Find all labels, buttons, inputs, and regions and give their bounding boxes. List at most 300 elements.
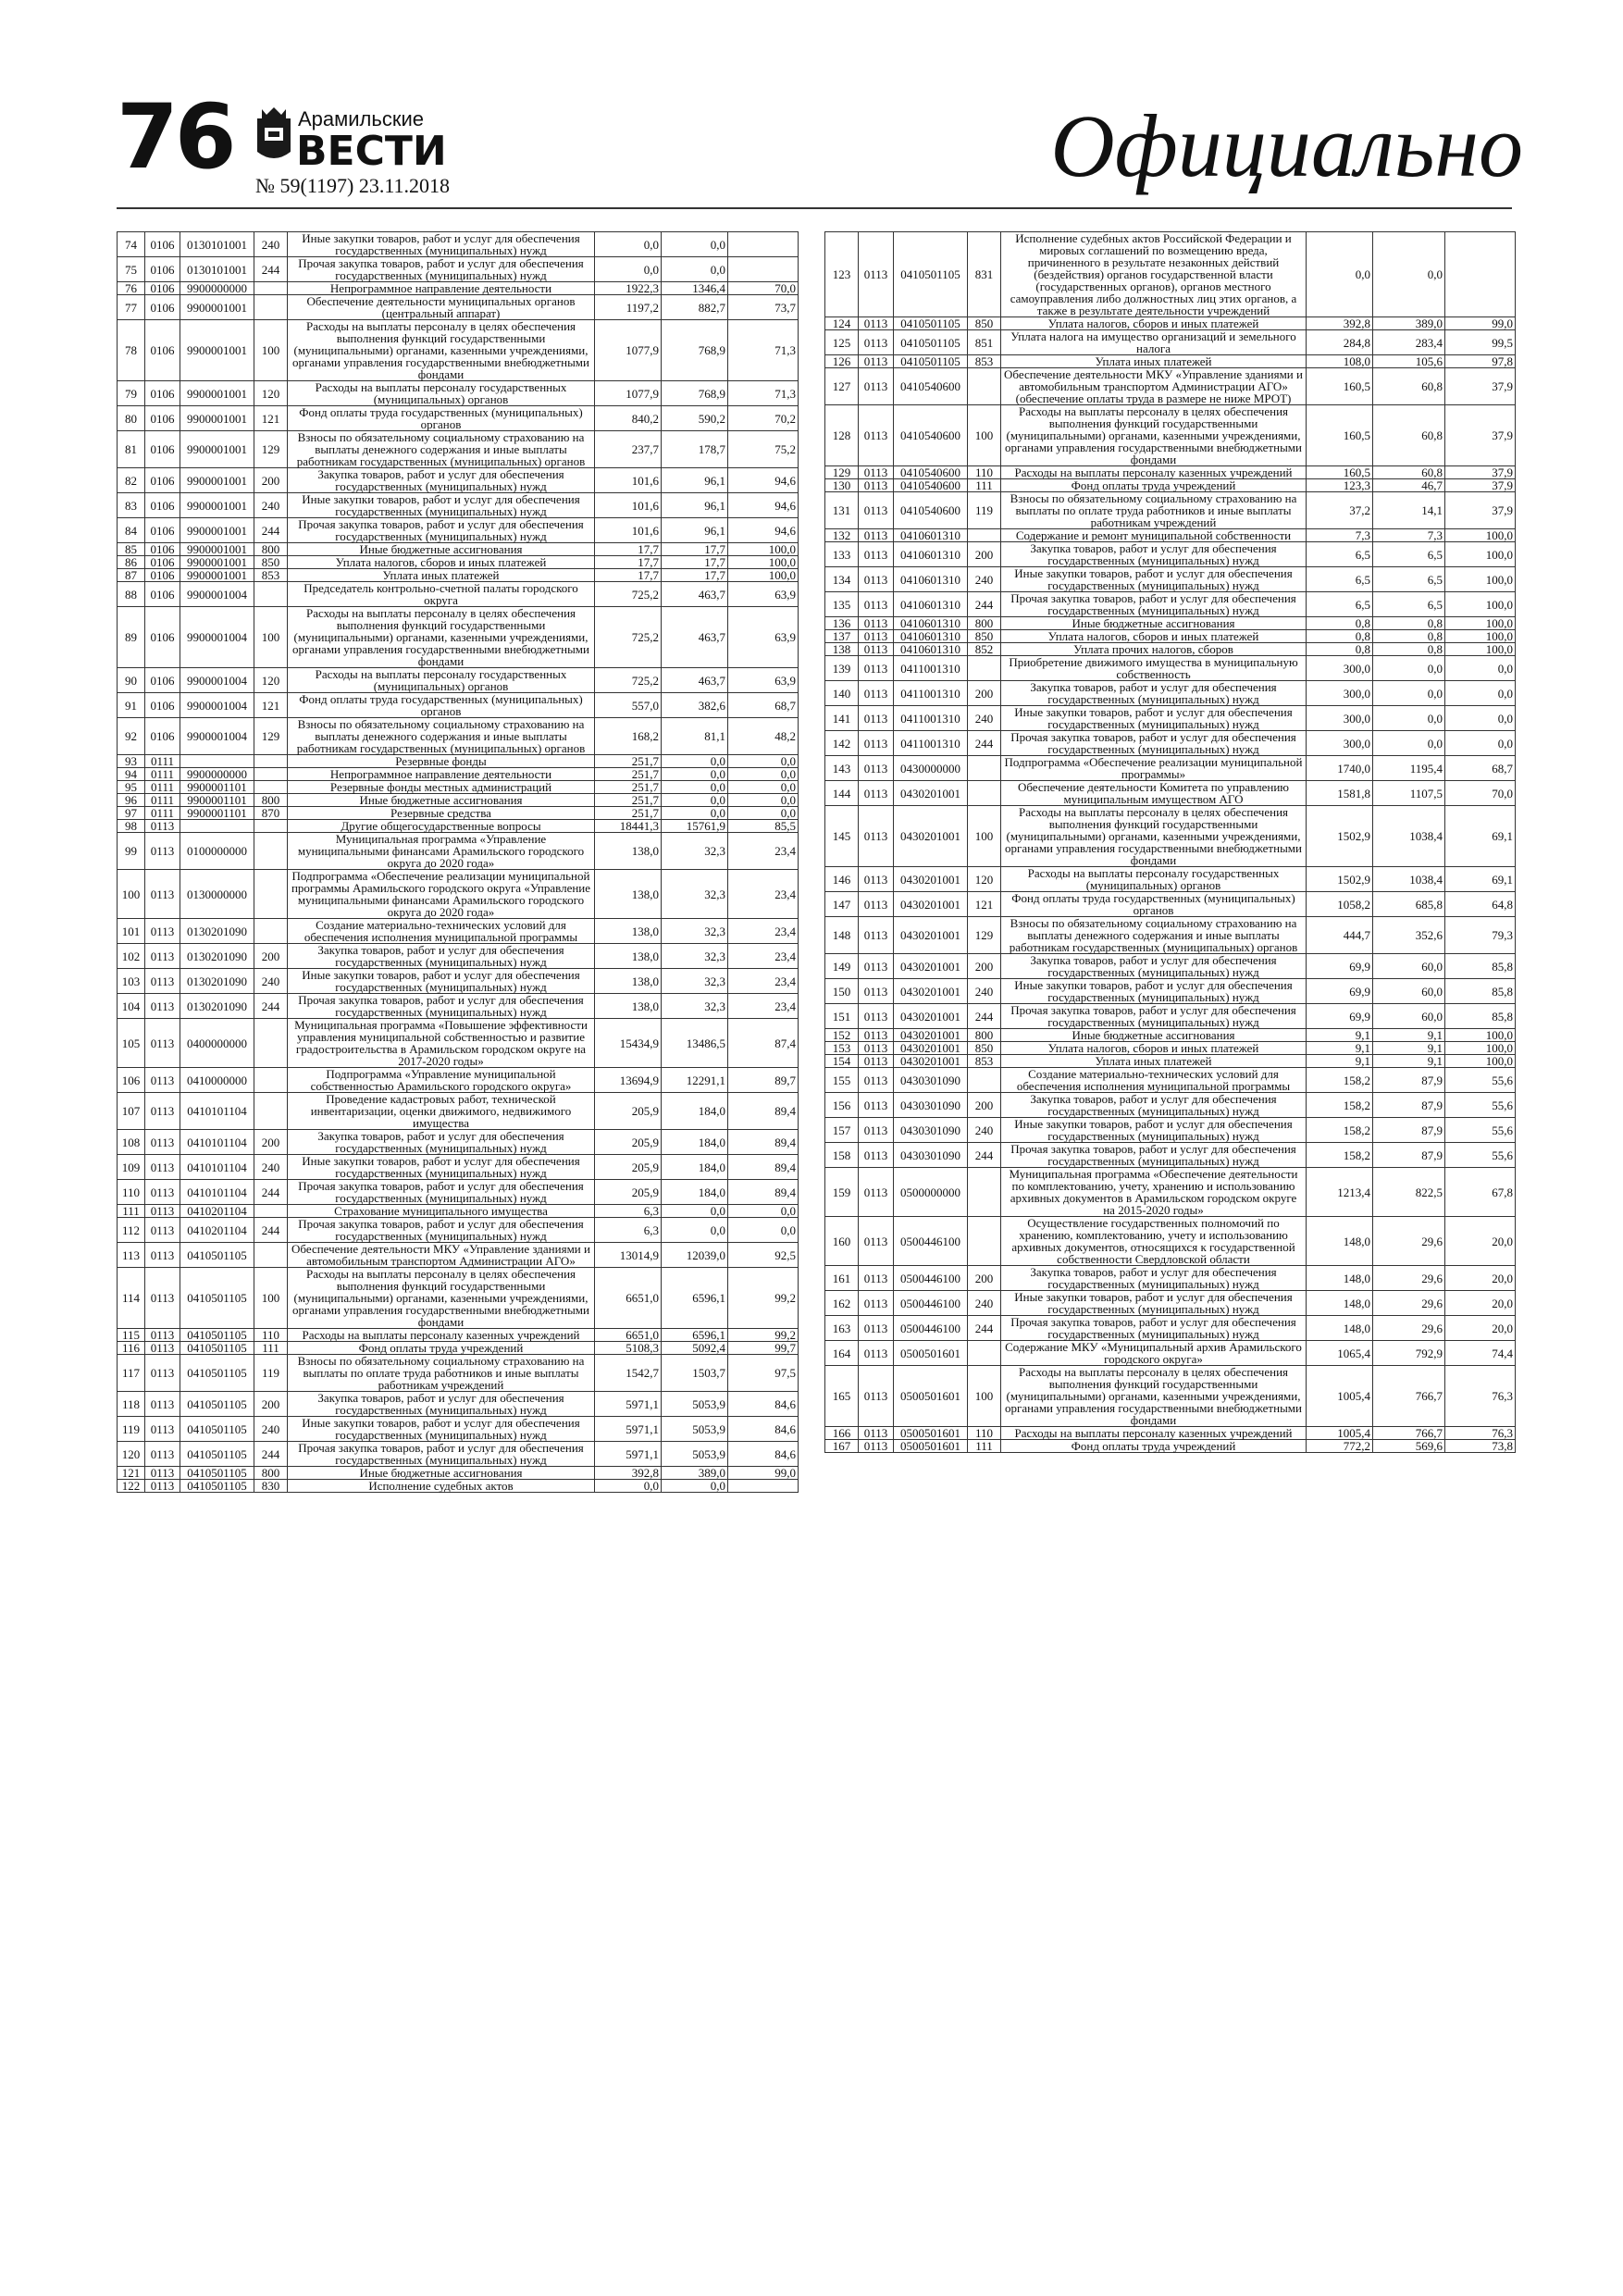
table-row <box>118 870 799 919</box>
expense-type <box>254 755 288 768</box>
table-row <box>118 969 799 994</box>
execution-percent: 100,0 <box>1445 643 1516 656</box>
execution-percent: 71,3 <box>728 381 799 406</box>
row-number: 160 <box>825 1217 859 1266</box>
execution-percent: 87,4 <box>728 1019 799 1068</box>
target-code: 0430201001 <box>894 1004 968 1029</box>
expense-type: 111 <box>968 1440 1001 1453</box>
expense-name: Расходы на выплаты персоналу в целях обеспечения выполнения функций государственными (муниципальными) органами, казенными учреждениями, органами управления государственными внебюджетными фондами <box>288 1268 595 1329</box>
table-row <box>118 718 799 755</box>
actual-amount: 685,8 <box>1373 892 1445 917</box>
target-code <box>180 820 254 833</box>
actual-amount: 0,8 <box>1373 643 1445 656</box>
execution-percent: 99,5 <box>1445 330 1516 355</box>
expense-name: Обеспечение деятельности Комитета по управлению муниципальным имуществом АГО <box>1001 781 1307 806</box>
expense-type: 119 <box>968 492 1001 529</box>
expense-name: Иные бюджетные ассигнования <box>288 543 595 556</box>
section-code: 0113 <box>859 1055 894 1068</box>
target-code: 0400000000 <box>180 1019 254 1068</box>
expense-name: Закупка товаров, работ и услуг для обеспечения государственных (муниципальных) нужд <box>1001 542 1307 567</box>
planned-amount: 1922,3 <box>595 282 662 295</box>
row-number: 141 <box>825 706 859 731</box>
table-row <box>825 954 1516 979</box>
execution-percent: 73,7 <box>728 295 799 320</box>
execution-percent: 68,7 <box>1445 756 1516 781</box>
table-row <box>825 542 1516 567</box>
row-number: 140 <box>825 681 859 706</box>
row-number: 89 <box>118 607 145 668</box>
expense-type: 200 <box>254 1392 288 1417</box>
actual-amount: 0,8 <box>1373 617 1445 630</box>
target-code: 0500446100 <box>894 1217 968 1266</box>
planned-amount: 37,2 <box>1307 492 1373 529</box>
execution-percent: 84,6 <box>728 1417 799 1442</box>
expense-name: Обеспечение деятельности МКУ «Управление зданиями и автомобильным транспортом Администрации АГО» (обеспечение оплаты труда в размере не ниже МРОТ) <box>1001 368 1307 405</box>
section-title: Официально <box>1050 96 1523 195</box>
table-row <box>825 917 1516 954</box>
section-code: 0113 <box>859 330 894 355</box>
row-number: 96 <box>118 794 145 807</box>
table-row <box>118 1329 799 1342</box>
execution-percent: 23,4 <box>728 944 799 969</box>
actual-amount: 0,0 <box>662 1218 728 1243</box>
actual-amount: 14,1 <box>1373 492 1445 529</box>
target-code: 0410501105 <box>894 317 968 330</box>
section-code: 0113 <box>859 317 894 330</box>
execution-percent: 89,4 <box>728 1155 799 1180</box>
expense-type: 110 <box>968 466 1001 479</box>
table-row <box>118 919 799 944</box>
planned-amount: 1502,9 <box>1307 867 1373 892</box>
execution-percent: 94,6 <box>728 518 799 543</box>
section-code: 0106 <box>145 406 180 431</box>
expense-type: 244 <box>254 1180 288 1205</box>
planned-amount: 0,8 <box>1307 643 1373 656</box>
planned-amount: 1740,0 <box>1307 756 1373 781</box>
target-code: 0410501105 <box>180 1392 254 1417</box>
expense-type: 800 <box>254 543 288 556</box>
row-number: 128 <box>825 405 859 466</box>
target-code: 9900001001 <box>180 556 254 569</box>
execution-percent: 85,8 <box>1445 979 1516 1004</box>
table-row <box>118 607 799 668</box>
table-row <box>825 867 1516 892</box>
table-row <box>118 582 799 607</box>
target-code: 0410601310 <box>894 529 968 542</box>
section-code: 0113 <box>859 466 894 479</box>
table-row <box>825 1266 1516 1291</box>
expense-type: 100 <box>968 1366 1001 1427</box>
expense-name: Прочая закупка товаров, работ и услуг для обеспечения государственных (муниципальных) нужд <box>288 1180 595 1205</box>
row-number: 109 <box>118 1155 145 1180</box>
execution-percent: 76,3 <box>1445 1366 1516 1427</box>
section-code: 0113 <box>145 944 180 969</box>
section-code: 0113 <box>145 870 180 919</box>
planned-amount: 1213,4 <box>1307 1168 1373 1217</box>
section-code: 0113 <box>859 368 894 405</box>
table-row <box>118 1480 799 1493</box>
expense-type: 120 <box>254 381 288 406</box>
planned-amount: 205,9 <box>595 1180 662 1205</box>
planned-amount: 17,7 <box>595 556 662 569</box>
expense-name: Фонд оплаты труда учреждений <box>1001 479 1307 492</box>
row-number: 151 <box>825 1004 859 1029</box>
expense-name: Расходы на выплаты персоналу казенных учреждений <box>1001 466 1307 479</box>
expense-name: Расходы на выплаты персоналу государственных (муниципальных) органов <box>288 381 595 406</box>
actual-amount: 0,0 <box>662 794 728 807</box>
expense-type <box>968 656 1001 681</box>
section-code: 0106 <box>145 493 180 518</box>
execution-percent: 85,5 <box>728 820 799 833</box>
table-row <box>118 381 799 406</box>
expense-name: Закупка товаров, работ и услуг для обеспечения государственных (муниципальных) нужд <box>1001 681 1307 706</box>
expense-name: Иные закупки товаров, работ и услуг для обеспечения государственных (муниципальных) нужд <box>1001 1291 1307 1316</box>
row-number: 146 <box>825 867 859 892</box>
actual-amount: 87,9 <box>1373 1143 1445 1168</box>
execution-percent: 89,4 <box>728 1180 799 1205</box>
expense-type: 800 <box>254 794 288 807</box>
execution-percent: 0,0 <box>728 794 799 807</box>
table-row <box>825 781 1516 806</box>
execution-percent: 37,9 <box>1445 368 1516 405</box>
target-code: 0130201090 <box>180 944 254 969</box>
actual-amount: 0,0 <box>1373 706 1445 731</box>
logo-line2: ВЕСТИ <box>296 128 447 175</box>
actual-amount: 463,7 <box>662 582 728 607</box>
planned-amount: 138,0 <box>595 944 662 969</box>
expense-name: Взносы по обязательному социальному страхованию на выплаты денежного содержания и иные выплаты работникам государственных (муниципальных) органов <box>288 718 595 755</box>
expense-name: Прочая закупка товаров, работ и услуг для обеспечения государственных (муниципальных) нужд <box>1001 731 1307 756</box>
execution-percent: 55,6 <box>1445 1093 1516 1118</box>
target-code: 0430201001 <box>894 892 968 917</box>
masthead <box>117 85 1523 204</box>
row-number: 107 <box>118 1093 145 1130</box>
expense-name: Иные закупки товаров, работ и услуг для обеспечения государственных (муниципальных) нужд <box>288 969 595 994</box>
expense-name: Иные закупки товаров, работ и услуг для обеспечения государственных (муниципальных) нужд <box>288 1417 595 1442</box>
target-code: 0500501601 <box>894 1341 968 1366</box>
execution-percent: 84,6 <box>728 1392 799 1417</box>
section-code: 0113 <box>145 1155 180 1180</box>
expense-type <box>968 1217 1001 1266</box>
target-code: 0410501105 <box>894 355 968 368</box>
row-number: 95 <box>118 781 145 794</box>
section-code: 0106 <box>145 693 180 718</box>
section-code: 0113 <box>859 592 894 617</box>
target-code: 0410601310 <box>894 542 968 567</box>
expense-name: Фонд оплаты труда государственных (муниципальных) органов <box>288 693 595 718</box>
actual-amount: 15761,9 <box>662 820 728 833</box>
table-row <box>118 807 799 820</box>
row-number: 144 <box>825 781 859 806</box>
expense-name: Прочая закупка товаров, работ и услуг для обеспечения государственных (муниципальных) нужд <box>288 994 595 1019</box>
expense-type: 831 <box>968 232 1001 317</box>
section-code: 0113 <box>859 1366 894 1427</box>
table-row <box>118 1417 799 1442</box>
planned-amount: 251,7 <box>595 807 662 820</box>
execution-percent: 0,0 <box>728 755 799 768</box>
row-number: 120 <box>118 1442 145 1467</box>
actual-amount: 0,0 <box>662 1205 728 1218</box>
planned-amount: 1502,9 <box>1307 806 1373 867</box>
actual-amount: 6,5 <box>1373 542 1445 567</box>
execution-percent: 100,0 <box>1445 592 1516 617</box>
table-row <box>825 592 1516 617</box>
actual-amount: 768,9 <box>662 381 728 406</box>
section-code: 0106 <box>145 232 180 257</box>
target-code: 0410101104 <box>180 1130 254 1155</box>
planned-amount: 158,2 <box>1307 1068 1373 1093</box>
target-code: 0500446100 <box>894 1266 968 1291</box>
expense-name: Непрограммное направление деятельности <box>288 768 595 781</box>
planned-amount: 1005,4 <box>1307 1366 1373 1427</box>
target-code: 0430301090 <box>894 1068 968 1093</box>
actual-amount: 87,9 <box>1373 1068 1445 1093</box>
table-row <box>118 755 799 768</box>
actual-amount: 0,0 <box>662 781 728 794</box>
table-row <box>825 1093 1516 1118</box>
actual-amount: 60,0 <box>1373 979 1445 1004</box>
target-code: 0430301090 <box>894 1143 968 1168</box>
execution-percent: 37,9 <box>1445 466 1516 479</box>
target-code: 9900000000 <box>180 768 254 781</box>
section-code: 0113 <box>145 1019 180 1068</box>
section-code: 0113 <box>859 1143 894 1168</box>
expense-name: Закупка товаров, работ и услуг для обеспечения государственных (муниципальных) нужд <box>288 944 595 969</box>
target-code: 9900001001 <box>180 468 254 493</box>
table-row <box>118 693 799 718</box>
expense-name: Подпрограмма «Управление муниципальной собственностью Арамильского городского округа» <box>288 1068 595 1093</box>
table-row <box>118 1130 799 1155</box>
table-row <box>825 1427 1516 1440</box>
row-number: 158 <box>825 1143 859 1168</box>
execution-percent: 0,0 <box>728 1218 799 1243</box>
section-code: 0111 <box>145 768 180 781</box>
actual-amount: 46,7 <box>1373 479 1445 492</box>
execution-percent: 63,9 <box>728 607 799 668</box>
target-code: 0500501601 <box>894 1427 968 1440</box>
actual-amount: 184,0 <box>662 1180 728 1205</box>
actual-amount: 13486,5 <box>662 1019 728 1068</box>
expense-name: Подпрограмма «Обеспечение реализации муниципальной программы» <box>1001 756 1307 781</box>
expense-type: 800 <box>968 617 1001 630</box>
planned-amount: 1581,8 <box>1307 781 1373 806</box>
planned-amount: 5971,1 <box>595 1417 662 1442</box>
target-code: 9900001001 <box>180 431 254 468</box>
actual-amount: 569,6 <box>1373 1440 1445 1453</box>
expense-type: 119 <box>254 1355 288 1392</box>
target-code: 0410601310 <box>894 643 968 656</box>
row-number: 127 <box>825 368 859 405</box>
actual-amount: 882,7 <box>662 295 728 320</box>
expense-type: 200 <box>254 944 288 969</box>
planned-amount: 13694,9 <box>595 1068 662 1093</box>
section-code: 0113 <box>859 1427 894 1440</box>
execution-percent: 100,0 <box>1445 1029 1516 1042</box>
actual-amount: 766,7 <box>1373 1366 1445 1427</box>
actual-amount: 87,9 <box>1373 1118 1445 1143</box>
execution-percent: 79,3 <box>1445 917 1516 954</box>
row-number: 135 <box>825 592 859 617</box>
actual-amount: 0,0 <box>662 232 728 257</box>
expense-name: Расходы на выплаты персоналу государственных (муниципальных) органов <box>1001 867 1307 892</box>
section-code: 0113 <box>859 492 894 529</box>
planned-amount: 148,0 <box>1307 1291 1373 1316</box>
expense-name: Расходы на выплаты персоналу в целях обеспечения выполнения функций государственными (муниципальными) органами, казенными учреждениями, органами управления государственными внебюджетными фондами <box>288 607 595 668</box>
target-code: 0410540600 <box>894 466 968 479</box>
target-code: 9900001001 <box>180 518 254 543</box>
planned-amount: 300,0 <box>1307 656 1373 681</box>
expense-type: 240 <box>968 979 1001 1004</box>
execution-percent: 64,8 <box>1445 892 1516 917</box>
expense-type: 244 <box>254 994 288 1019</box>
expense-type <box>254 582 288 607</box>
actual-amount: 184,0 <box>662 1155 728 1180</box>
expense-name: Проведение кадастровых работ, технической инвентаризации, оценки движимого, недвижимого имущества <box>288 1093 595 1130</box>
actual-amount: 389,0 <box>1373 317 1445 330</box>
section-code: 0113 <box>859 656 894 681</box>
planned-amount: 138,0 <box>595 994 662 1019</box>
table-row <box>118 1205 799 1218</box>
expense-name: Муниципальная программа «Управление муниципальными финансами Арамильского городского округа до 2020 года» <box>288 833 595 870</box>
execution-percent: 100,0 <box>1445 529 1516 542</box>
section-code: 0113 <box>859 1029 894 1042</box>
actual-amount: 1038,4 <box>1373 867 1445 892</box>
expense-name: Закупка товаров, работ и услуг для обеспечения государственных (муниципальных) нужд <box>288 1130 595 1155</box>
actual-amount: 17,7 <box>662 543 728 556</box>
planned-amount: 1065,4 <box>1307 1341 1373 1366</box>
row-number: 130 <box>825 479 859 492</box>
actual-amount: 0,0 <box>662 807 728 820</box>
planned-amount: 5108,3 <box>595 1342 662 1355</box>
section-code: 0106 <box>145 257 180 282</box>
actual-amount: 352,6 <box>1373 917 1445 954</box>
expense-type <box>254 919 288 944</box>
budget-table-right <box>824 231 1516 1453</box>
planned-amount: 725,2 <box>595 607 662 668</box>
expense-type: 830 <box>254 1480 288 1493</box>
row-number: 81 <box>118 431 145 468</box>
planned-amount: 160,5 <box>1307 368 1373 405</box>
planned-amount: 148,0 <box>1307 1316 1373 1341</box>
expense-type: 244 <box>254 257 288 282</box>
execution-percent <box>728 1480 799 1493</box>
target-code: 0430201001 <box>894 917 968 954</box>
actual-amount: 32,3 <box>662 919 728 944</box>
expense-name: Расходы на выплаты персоналу в целях обеспечения выполнения функций государственными (муниципальными) органами, казенными учреждениями, органами управления государственными внебюджетными фондами <box>1001 405 1307 466</box>
execution-percent: 0,0 <box>1445 706 1516 731</box>
expense-type <box>254 833 288 870</box>
execution-percent: 94,6 <box>728 493 799 518</box>
row-number: 163 <box>825 1316 859 1341</box>
expense-type <box>968 368 1001 405</box>
execution-percent: 100,0 <box>1445 542 1516 567</box>
target-code: 0430000000 <box>894 756 968 781</box>
execution-percent: 63,9 <box>728 668 799 693</box>
target-code: 9900001001 <box>180 493 254 518</box>
row-number: 136 <box>825 617 859 630</box>
expense-type <box>254 781 288 794</box>
row-number: 166 <box>825 1427 859 1440</box>
execution-percent: 85,8 <box>1445 954 1516 979</box>
execution-percent: 70,0 <box>728 282 799 295</box>
expense-type: 240 <box>254 232 288 257</box>
actual-amount: 6596,1 <box>662 1329 728 1342</box>
table-row <box>118 820 799 833</box>
expense-name: Взносы по обязательному социальному страхованию на выплаты по оплате труда работников и иные выплаты работникам учреждений <box>288 1355 595 1392</box>
section-code: 0113 <box>859 1440 894 1453</box>
table-row <box>825 368 1516 405</box>
execution-percent: 75,2 <box>728 431 799 468</box>
actual-amount: 0,8 <box>1373 630 1445 643</box>
table-row <box>825 529 1516 542</box>
execution-percent: 70,0 <box>1445 781 1516 806</box>
table-row <box>118 1467 799 1480</box>
row-number: 77 <box>118 295 145 320</box>
target-code: 0430201001 <box>894 1029 968 1042</box>
expense-name: Фонд оплаты труда учреждений <box>288 1342 595 1355</box>
section-code: 0111 <box>145 794 180 807</box>
expense-type: 244 <box>968 1004 1001 1029</box>
planned-amount: 300,0 <box>1307 681 1373 706</box>
actual-amount: 81,1 <box>662 718 728 755</box>
row-number: 161 <box>825 1266 859 1291</box>
row-number: 105 <box>118 1019 145 1068</box>
planned-amount: 0,0 <box>595 1480 662 1493</box>
expense-type: 200 <box>254 468 288 493</box>
expense-name: Обеспечение деятельности муниципальных органов (центральный аппарат) <box>288 295 595 320</box>
expense-type: 120 <box>968 867 1001 892</box>
table-row <box>118 794 799 807</box>
expense-name: Прочая закупка товаров, работ и услуг для обеспечения государственных (муниципальных) нужд <box>288 518 595 543</box>
expense-name: Прочая закупка товаров, работ и услуг для обеспечения государственных (муниципальных) нужд <box>288 1218 595 1243</box>
planned-amount: 69,9 <box>1307 979 1373 1004</box>
row-number: 80 <box>118 406 145 431</box>
table-row <box>118 1392 799 1417</box>
actual-amount: 17,7 <box>662 556 728 569</box>
expense-name: Резервные средства <box>288 807 595 820</box>
table-row <box>118 768 799 781</box>
execution-percent: 23,4 <box>728 969 799 994</box>
expense-name: Уплата иных платежей <box>288 569 595 582</box>
expense-name: Страхование муниципального имущества <box>288 1205 595 1218</box>
section-code: 0106 <box>145 718 180 755</box>
section-code: 0113 <box>859 731 894 756</box>
target-code: 0410101104 <box>180 1180 254 1205</box>
row-number: 119 <box>118 1417 145 1442</box>
table-row <box>118 781 799 794</box>
row-number: 134 <box>825 567 859 592</box>
row-number: 88 <box>118 582 145 607</box>
expense-name: Уплата налогов, сборов и иных платежей <box>1001 1042 1307 1055</box>
planned-amount: 1058,2 <box>1307 892 1373 917</box>
section-code: 0106 <box>145 431 180 468</box>
expense-type <box>254 1019 288 1068</box>
section-code: 0106 <box>145 569 180 582</box>
section-code: 0113 <box>859 1168 894 1217</box>
section-code: 0113 <box>859 979 894 1004</box>
section-code: 0106 <box>145 381 180 406</box>
table-row <box>118 257 799 282</box>
issue-number-date: № 59(1197) 23.11.2018 <box>255 174 451 197</box>
section-code: 0113 <box>145 1417 180 1442</box>
expense-name: Фонд оплаты труда государственных (муниципальных) органов <box>288 406 595 431</box>
expense-name: Другие общегосударственные вопросы <box>288 820 595 833</box>
section-code: 0113 <box>859 1042 894 1055</box>
expense-name: Непрограммное направление деятельности <box>288 282 595 295</box>
expense-name: Прочая закупка товаров, работ и услуг для обеспечения государственных (муниципальных) нужд <box>1001 1004 1307 1029</box>
target-code: 0410601310 <box>894 567 968 592</box>
target-code: 0410540600 <box>894 479 968 492</box>
